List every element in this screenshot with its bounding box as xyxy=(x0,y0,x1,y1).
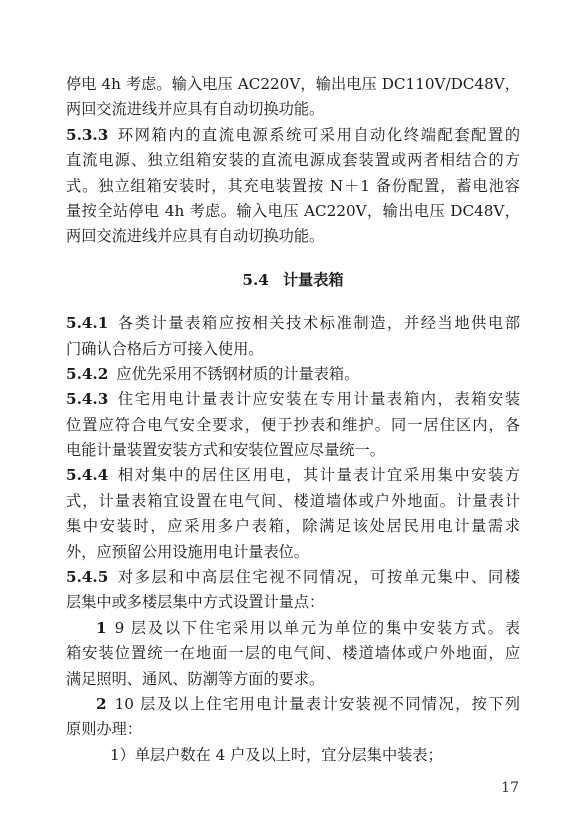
document-body xyxy=(66,72,520,768)
text-line: 满足照明、通风、防潮等方面的要求。 xyxy=(66,669,325,688)
text-line: 外，应预留公用设施用电计量表位。 xyxy=(66,542,309,561)
item-text: 9 层及以下住宅采用以单元为单位的集中安装方式。表 xyxy=(114,618,520,637)
clause-number: 5.4.2 xyxy=(66,364,109,383)
section-title: 计量表箱 xyxy=(282,270,344,289)
clause-5-4-1 xyxy=(66,311,520,336)
item-number: 1 xyxy=(96,618,107,637)
clause-text: 应优先采用不锈钢材质的计量表箱。 xyxy=(116,364,360,383)
section-number: 5.4 xyxy=(242,270,269,289)
text-line: 两回交流进线并应具有自动切换功能。 xyxy=(66,227,325,246)
text-line: 位置应符合电气安全要求，便于抄表和维护。同一居住区内，各 xyxy=(66,415,520,434)
text-line: 箱安装位置统一在地面一层的电气间、楼道墙体或户外地面，应 xyxy=(66,644,520,663)
text-line: 停电 4h 考虑。输入电压 AC220V，输出电压 DC110V/DC48V， xyxy=(66,75,520,93)
clause-text: 对多层和中高层住宅视不同情况，可按单元集中、同楼 xyxy=(116,568,520,587)
text-line: 式，计量表箱宜设置在电气间、楼道墙体或户外地面。计量表计 xyxy=(66,491,520,510)
text-line: 式。独立组箱安装时，其充电装置按 N＋1 备份配置，蓄电池容 xyxy=(66,176,520,195)
list-item-1 xyxy=(66,616,520,641)
clause-5-4-3 xyxy=(66,387,520,412)
text-line: 直流电源、独立组箱安装的直流电源成套装置或两者相结合的方 xyxy=(66,151,520,170)
clause-5-4-2 xyxy=(66,362,520,387)
text-line: 量按全站停电 4h 考虑。输入电压 AC220V，输出电压 DC48V， xyxy=(66,201,520,220)
clause-5-4-4 xyxy=(66,463,520,488)
clause-text: 环网箱内的直流电源系统可采用自动化终端配套配置的 xyxy=(116,125,520,144)
clause-text: 相对集中的居住区用电，其计量表计宜采用集中安装方 xyxy=(116,466,520,485)
clause-number: 5.4.1 xyxy=(66,314,109,333)
clause-5-4-5 xyxy=(66,565,520,590)
clause-number: 5.4.3 xyxy=(66,390,109,409)
text-line: 集中安装时，应采用多户表箱，除满足该处居民用电计量需求 xyxy=(66,517,520,536)
text-line: 原则办理： xyxy=(66,720,142,739)
item-number: 2 xyxy=(96,695,107,713)
clause-text: 住宅用电计量表计应安装在专用计量表箱内，表箱安装 xyxy=(116,390,520,409)
text-line: 两回交流进线并应具有自动切换功能。 xyxy=(66,100,325,119)
item-text: 10 层及以上住宅用电计量表计安装视不同情况，按下列 xyxy=(114,695,520,713)
clause-number: 5.4.5 xyxy=(66,568,109,587)
clause-number: 5.3.3 xyxy=(66,125,109,144)
section-heading xyxy=(66,268,520,293)
clause-text: 各类计量表箱应按相关技术标准制造，并经当地供电部 xyxy=(116,314,520,333)
text-line: 门确认合格后方可接入使用。 xyxy=(66,339,264,358)
page-number: 17 xyxy=(501,780,519,796)
text-line: 电能计量装置安装方式和安装位置应尽量统一。 xyxy=(66,441,385,460)
clause-5-3-3 xyxy=(66,123,520,148)
text-line: 层集中或多楼层集中方式设置计量点： xyxy=(66,593,325,612)
list-item-2 xyxy=(66,692,520,717)
clause-number: 5.4.4 xyxy=(66,466,109,485)
sub-item-1: 1）单层户数在 4 户及以上时，宜分层集中装表； xyxy=(110,745,443,764)
